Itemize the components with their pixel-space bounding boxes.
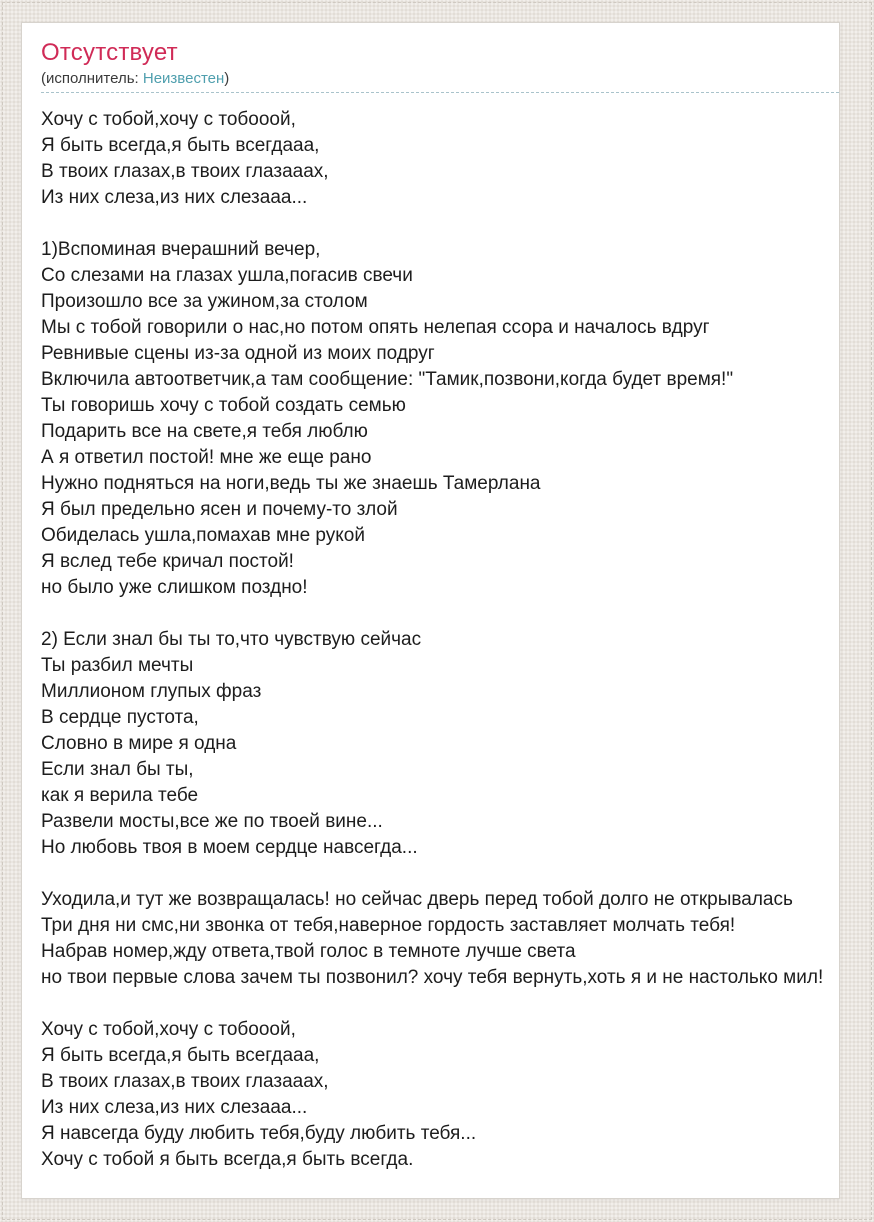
lyric-line: Набрав номер,жду ответа,твой голос в темноте лучше света [41, 941, 576, 962]
lyric-line: Хочу с тобой я быть всегда,я быть всегда. [41, 1149, 414, 1170]
lyric-line: но твои первые слова зачем ты позвонил? хочу тебя вернуть,хоть я и не настолько мил! [41, 967, 824, 988]
lyric-line: В твоих глазах,в твоих глазааах, [41, 161, 329, 182]
lyric-line: Хочу с тобой,хочу с тобооой, [41, 109, 296, 130]
lyric-line: но было уже слишком поздно! [41, 577, 308, 598]
lyric-line: Обиделась ушла,помахав мне рукой [41, 525, 365, 546]
lyric-line: как я верила тебе [41, 785, 199, 806]
song-title: Отсутствует [41, 39, 178, 66]
song-header [22, 23, 839, 93]
lyric-line: Включила автоответчик,а там сообщение: "Тамик,позвони,когда будет время!" [41, 369, 734, 390]
lyric-line: Я быть всегда,я быть всегдааа, [41, 1045, 320, 1066]
lyric-line: А я ответил постой! мне же еще рано [41, 447, 372, 468]
content-card [21, 22, 840, 1199]
lyric-line: Из них слеза,из них слезааа... [41, 1097, 308, 1118]
lyric-line: Три дня ни смс,ни звонка от тебя,наверное гордость заставляет молчать тебя! [41, 915, 736, 936]
lyric-line: Нужно подняться на ноги,ведь ты же знаешь Тамерлана [41, 473, 541, 494]
lyric-line: Ты разбил мечты [41, 655, 194, 676]
lyrics-text [22, 93, 839, 1173]
lyric-stanza [41, 887, 839, 991]
artist-link[interactable]: Неизвестен [142, 70, 225, 87]
lyric-line: Ты говоришь хочу с тобой создать семью [41, 395, 406, 416]
lyric-line: Со слезами на глазах ушла,погасив свечи [41, 265, 413, 286]
lyric-line: Словно в мире я одна [41, 733, 237, 754]
lyric-line: В сердце пустота, [41, 707, 199, 728]
lyric-line: Я навсегда буду любить тебя,буду любить тебя... [41, 1123, 477, 1144]
lyric-stanza [41, 1017, 839, 1173]
lyric-stanza [41, 627, 839, 861]
lyric-line: Если знал бы ты, [41, 759, 194, 780]
lyric-line: Я вслед тебе кричал постой! [41, 551, 294, 572]
lyric-stanza [41, 107, 839, 211]
lyric-line: Подарить все на свете,я тебя люблю [41, 421, 368, 442]
artist-label: (исполнитель: [41, 70, 143, 87]
lyric-line: Я был предельно ясен и почему-то злой [41, 499, 398, 520]
lyric-line: Произошло все за ужином,за столом [41, 291, 368, 312]
lyric-line: Я быть всегда,я быть всегдааа, [41, 135, 320, 156]
lyric-line: 2) Если знал бы ты то,что чувствую сейчас [41, 629, 422, 650]
lyric-line: Из них слеза,из них слезааа... [41, 187, 308, 208]
lyric-line: Уходила,и тут же возвращалась! но сейчас дверь перед тобой долго не открывалась [41, 889, 793, 910]
lyric-stanza [41, 237, 839, 601]
lyric-line: В твоих глазах,в твоих глазааах, [41, 1071, 329, 1092]
lyric-line: Но любовь твоя в моем сердце навсегда... [41, 837, 418, 858]
artist-line [41, 69, 839, 89]
lyric-line: Миллионом глупых фраз [41, 681, 262, 702]
lyric-line: Ревнивые сцены из-за одной из моих подруг [41, 343, 435, 364]
lyric-line: Мы с тобой говорили о нас,но потом опять нелепая ссора и началось вдруг [41, 317, 710, 338]
lyric-line: 1)Вспоминая вчерашний вечер, [41, 239, 321, 260]
lyric-line: Хочу с тобой,хочу с тобооой, [41, 1019, 296, 1040]
lyric-line: Развели мосты,все же по твоей вине... [41, 811, 383, 832]
artist-line-suffix: ) [224, 70, 230, 87]
